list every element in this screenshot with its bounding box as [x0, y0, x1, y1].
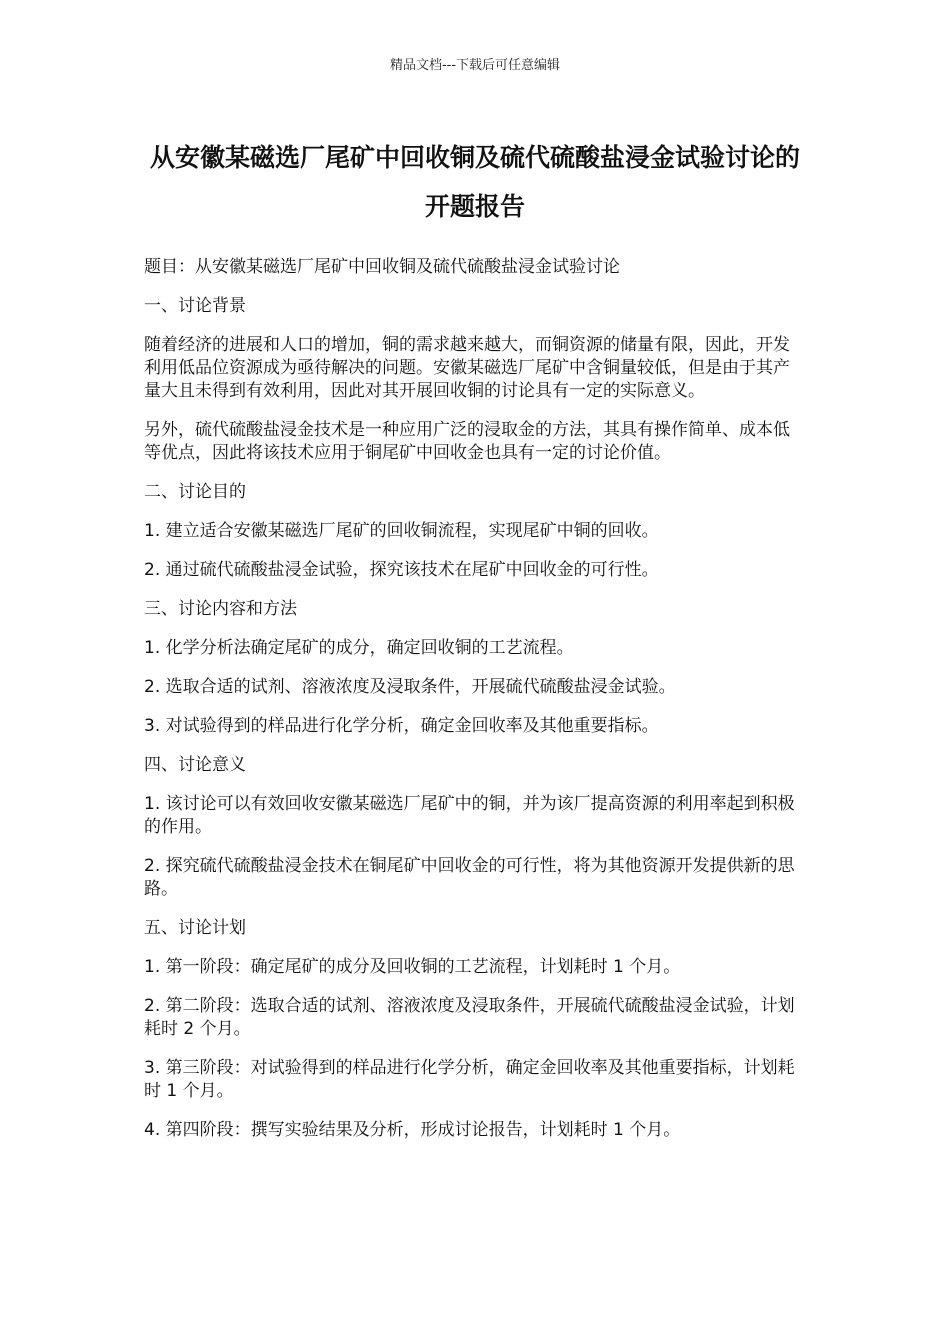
section-heading-purpose: 二、讨论目的	[144, 482, 246, 502]
document-body	[144, 256, 804, 1158]
section-heading-background: 一、讨论背景	[144, 296, 246, 316]
significance-item-1: 1. 该讨论可以有效回收安徽某磁选厂尾矿中的铜，并为该厂提高资源的利用率起到积极的作用。	[144, 794, 795, 837]
significance-item-2: 2. 探究硫代硫酸盐浸金技术在铜尾矿中回收金的可行性，将为其他资源开发提供新的思路。	[144, 856, 795, 899]
method-item-3: 3. 对试验得到的样品进行化学分析，确定金回收率及其他重要指标。	[144, 716, 659, 736]
plan-item-4: 4. 第四阶段：撰写实验结果及分析，形成讨论报告，计划耗时 1 个月。	[144, 1120, 681, 1140]
plan-item-3: 3. 第三阶段：对试验得到的样品进行化学分析，确定金回收率及其他重要指标，计划耗时 1 个月。	[144, 1058, 795, 1101]
document-title: 从安徽某磁选厂尾矿中回收铜及硫代硫酸盐浸金试验讨论的开题报告	[149, 143, 800, 221]
plan-item-1: 1. 第一阶段：确定尾矿的成分及回收铜的工艺流程，计划耗时 1 个月。	[144, 957, 681, 977]
background-paragraph-1: 随着经济的进展和人口的增加，铜的需求越来越大，而铜资源的储量有限，因此，开发利用低品位资源成为亟待解决的问题。安徽某磁选厂尾矿中含铜量较低，但是由于其产量大且未得到有效利用，因此对其开展回收铜的讨论具有一定的实际意义。	[144, 335, 790, 401]
section-heading-plan: 五、讨论计划	[144, 918, 246, 938]
method-item-1: 1. 化学分析法确定尾矿的成分，确定回收铜的工艺流程。	[144, 638, 574, 658]
purpose-item-1: 1. 建立适合安徽某磁选厂尾矿的回收铜流程，实现尾矿中铜的回收。	[144, 521, 659, 541]
background-paragraph-2: 另外，硫代硫酸盐浸金技术是一种应用广泛的浸取金的方法，其具有操作简单、成本低等优点，因此将该技术应用于铜尾矿中回收金也具有一定的讨论价值。	[144, 420, 790, 463]
section-heading-significance: 四、讨论意义	[144, 755, 246, 775]
plan-item-2: 2. 第二阶段：选取合适的试剂、溶液浓度及浸取条件，开展硫代硫酸盐浸金试验，计划耗时 2 个月。	[144, 996, 795, 1039]
method-item-2: 2. 选取合适的试剂、溶液浓度及浸取条件，开展硫代硫酸盐浸金试验。	[144, 677, 676, 697]
topic-line: 题目：从安徽某磁选厂尾矿中回收铜及硫代硫酸盐浸金试验讨论	[144, 257, 620, 277]
purpose-item-2: 2. 通过硫代硫酸盐浸金试验，探究该技术在尾矿中回收金的可行性。	[144, 560, 659, 580]
header-note: 精品文档---下载后可任意编辑	[389, 58, 561, 73]
section-heading-content-methods: 三、讨论内容和方法	[144, 599, 297, 619]
